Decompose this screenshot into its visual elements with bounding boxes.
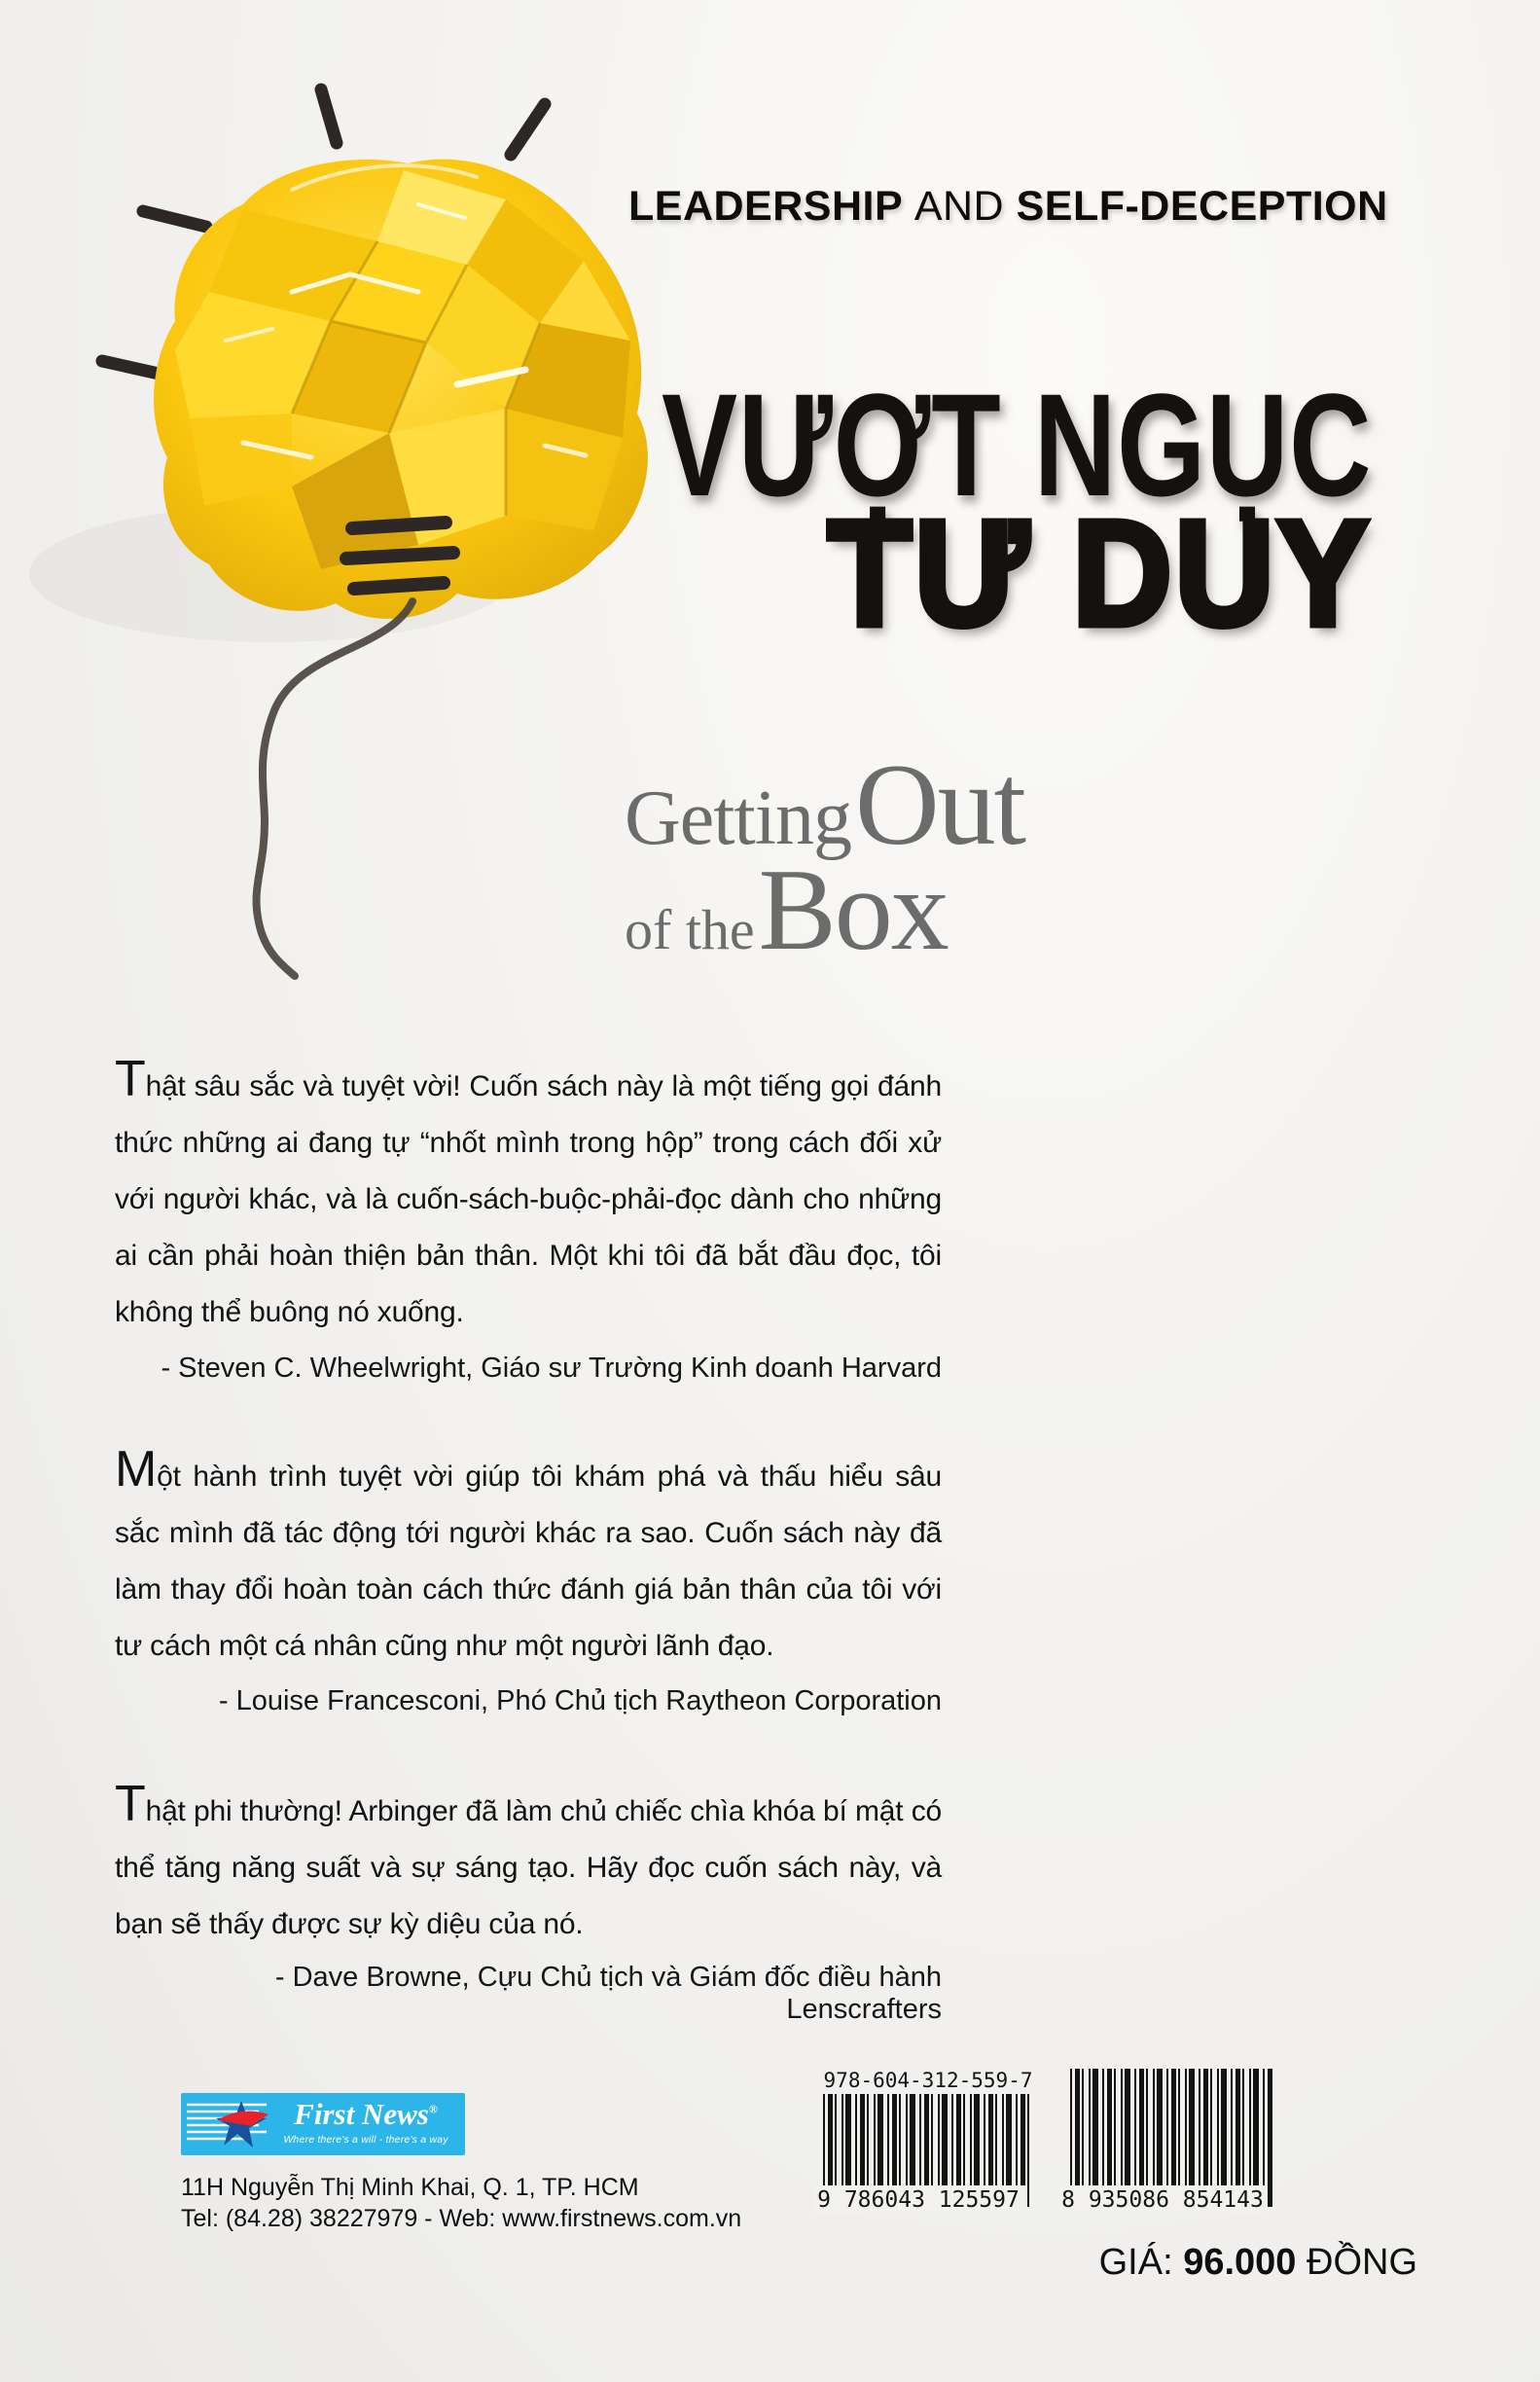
- registered-mark: ®: [428, 2102, 438, 2116]
- english-subtitle: [625, 738, 1024, 977]
- series-title: [628, 183, 1388, 231]
- testimonial-1-dropcap: T: [115, 1051, 146, 1107]
- subtitle-word-getting: Getting: [625, 776, 851, 861]
- price-amount: 96.000: [1183, 2242, 1297, 2283]
- testimonial-2-attribution: - Louise Francesconi, Phó Chủ tịch Raytheon Corporation: [218, 1685, 942, 1716]
- bulb-stem-line: [257, 601, 412, 976]
- series-title-word3: SELF-DECEPTION: [1016, 183, 1388, 230]
- isbn-barcode: [817, 2069, 1033, 2213]
- first-news-logo: [181, 2093, 465, 2155]
- testimonial-3-attribution: - Dave Browne, Cựu Chủ tịch và Giám đốc điều hành Lenscrafters: [274, 1962, 942, 2025]
- isbn-barcode-digits: 9 786043 125597: [811, 2185, 1025, 2213]
- isbn-number: 978-604-312-559-7: [823, 2069, 1033, 2092]
- subtitle-word-ofthe: of the: [625, 898, 755, 961]
- subtitle-word-out: Out: [854, 740, 1024, 869]
- crumpled-paper-lightbulb-illustration: [0, 0, 681, 1022]
- first-news-tagline: Where there's a will - there's a way: [283, 2134, 448, 2146]
- ean-barcode-digits: 8 935086 854143: [1058, 2185, 1267, 2213]
- series-title-word1: LEADERSHIP: [628, 183, 903, 230]
- testimonial-2-text: ột hành trình tuyệt vời giúp tôi khám phá và thấu hiểu sâu sắc mình đã tác động tới người khác ra sao. Cuốn sách này đã làm thay đổi hoàn toàn cách thức đánh giá bản thân của tôi với tư cách một cá nhân cũng như một người lãnh đạo.: [115, 1461, 942, 1662]
- book-title-line1: VƯỢT NGỤC: [661, 363, 1372, 526]
- testimonial-2: [115, 1441, 942, 1675]
- first-news-star-icon: [181, 2093, 273, 2155]
- publisher-address: 11H Nguyễn Thị Minh Khai, Q. 1, TP. HCM: [181, 2174, 639, 2201]
- book-title-line2: TƯ DUY: [827, 489, 1372, 657]
- isbn-barcode-bars: [817, 2094, 1033, 2213]
- ean-barcode-bars: [1061, 2069, 1274, 2213]
- testimonial-3-text: hật phi thường! Arbinger đã làm chủ chiếc chìa khóa bí mật có thể tăng năng suất và sự sáng tạo. Hãy đọc cuốn sách này, và bạn sẽ thấy được sự kỳ diệu của nó.: [115, 1795, 942, 1940]
- publisher-contact: Tel: (84.28) 38227979 - Web: www.firstnews.com.vn: [181, 2205, 742, 2232]
- price-label: GIÁ:: [1098, 2242, 1173, 2283]
- testimonial-3: [115, 1776, 942, 1953]
- subtitle-word-box: Box: [758, 845, 948, 974]
- price-currency: ĐỒNG: [1307, 2242, 1417, 2283]
- ean-barcode: [1061, 2069, 1274, 2213]
- series-title-word2: AND: [913, 183, 1005, 230]
- testimonial-1-attribution: - Steven C. Wheelwright, Giáo sư Trường Kinh doanh Harvard: [161, 1353, 942, 1384]
- first-news-logo-text: First News®: [294, 2097, 438, 2131]
- testimonial-2-dropcap: M: [115, 1441, 158, 1498]
- testimonial-3-dropcap: T: [115, 1776, 146, 1832]
- testimonial-1-text: hật sâu sắc và tuyệt vời! Cuốn sách này là một tiếng gọi đánh thức những ai đang tự “nhốt mình trong hộp” trong cách đối xử với người khác, và là cuốn-sách-buộc-phải-đọc dành cho những ai cần phải hoàn thiện bản thân. Một khi tôi đã bắt đầu đọc, tôi không thể buông nó xuống.: [115, 1070, 942, 1328]
- price: [1099, 2242, 1417, 2284]
- testimonial-1: [115, 1051, 942, 1341]
